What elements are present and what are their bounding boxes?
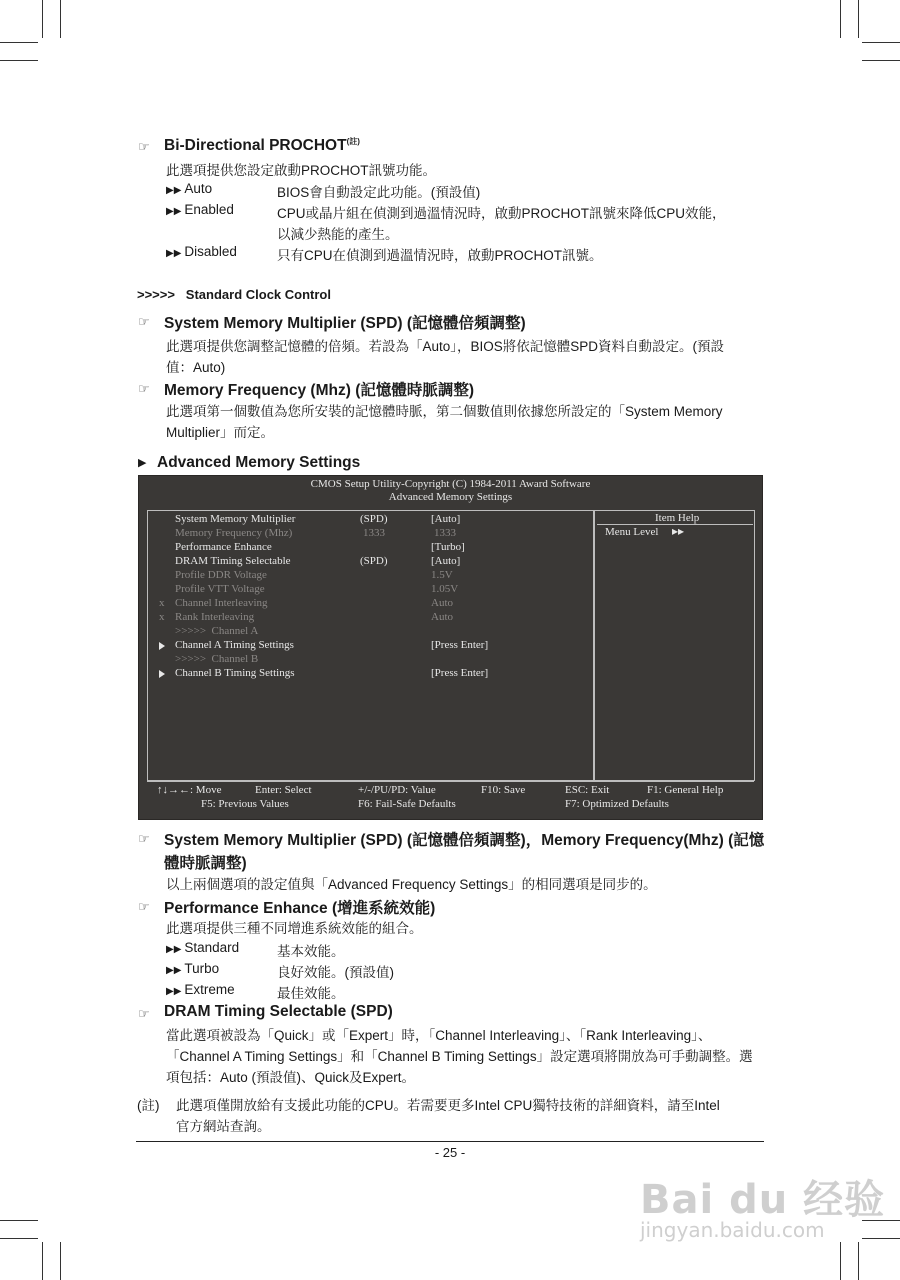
bios-row-mid: 1333 — [363, 527, 385, 539]
pointing-hand-icon: ☞ — [138, 1006, 150, 1021]
bios-row-label[interactable]: Channel B Timing Settings — [175, 667, 295, 679]
section-heading-continued: 體時脈調整) — [164, 855, 247, 872]
bios-row-value: 1.5V — [431, 569, 453, 581]
crop-mark — [840, 0, 841, 38]
bios-row-mid: (SPD) — [360, 555, 388, 567]
bios-row-value[interactable]: [Auto] — [431, 513, 461, 525]
disabled-marker: x — [159, 611, 165, 623]
option-value: BIOS會自動設定此功能。(預設值) — [277, 185, 481, 200]
baidu-watermark-url: jingyan.baidu.com — [640, 1218, 825, 1242]
crop-mark — [42, 1242, 43, 1280]
bios-row-label: Profile DDR Voltage — [175, 569, 267, 581]
footnote-text: 官方網站查詢。 — [176, 1119, 271, 1134]
section-heading: DRAM Timing Selectable (SPD) — [164, 1003, 393, 1020]
option-key: ▶▶ Auto — [166, 181, 213, 196]
crop-mark — [60, 0, 61, 38]
section-description: Multiplier」而定。 — [166, 425, 275, 440]
bios-row-label: Rank Interleaving — [175, 611, 255, 623]
footer-exit-hint: ESC: Exit — [565, 784, 610, 796]
section-heading: Memory Frequency (Mhz) (記憶體時脈調整) — [164, 382, 475, 399]
section-description: 項包括：Auto (預設值)、Quick及Expert。 — [166, 1070, 416, 1085]
note-mark: (註) — [346, 137, 360, 146]
pointing-hand-icon: ☞ — [138, 381, 150, 396]
section-heading: Advanced Memory Settings — [157, 454, 361, 471]
option-value: 良好效能。(預設值) — [277, 965, 394, 980]
triangle-right-icon: ▶ — [138, 457, 147, 469]
bios-row-label[interactable]: Channel A Timing Settings — [175, 639, 294, 651]
crop-mark — [60, 1242, 61, 1280]
option-key: ▶▶ Extreme — [166, 982, 235, 997]
footer-previous-values-hint: F5: Previous Values — [201, 798, 289, 810]
footer-failsafe-hint: F6: Fail-Safe Defaults — [358, 798, 456, 810]
bios-row-label[interactable]: Performance Enhance — [175, 541, 272, 553]
crop-mark — [42, 0, 43, 38]
bios-row-label: Channel Interleaving — [175, 597, 268, 609]
double-arrow-icon: ▶▶ — [166, 206, 182, 217]
option-key: ▶▶ Standard — [166, 940, 240, 955]
menu-level-arrows-icon: ▸▸ — [672, 524, 685, 538]
bios-group-label: >>>>> Channel B — [175, 653, 259, 665]
option-value: 基本效能。 — [277, 944, 345, 959]
page-number: - 25 - — [434, 1145, 466, 1160]
footnote-text: 此選項僅開放給有支援此功能的CPU。若需要更多Intel CPU獨特技術的詳細資料，請至Intel — [176, 1098, 720, 1113]
section-description: 此選項提供三種不同增進系統效能的組合。 — [166, 921, 423, 936]
pointing-hand-icon: ☞ — [138, 314, 150, 329]
crop-mark — [862, 1238, 900, 1239]
subsection-label: >>>>> Standard Clock Control — [137, 287, 331, 302]
section-description: 「Channel A Timing Settings」和「Channel B Timing Settings」設定選項將開放為可手動調整。選 — [166, 1049, 753, 1064]
footer-help-hint: F1: General Help — [647, 784, 724, 796]
page-bottom-rule — [136, 1141, 764, 1142]
bios-row-label: Profile VTT Voltage — [175, 583, 265, 595]
double-arrow-icon: ▶▶ — [166, 965, 182, 976]
bios-row-value[interactable]: [Press Enter] — [431, 667, 489, 679]
disabled-marker: x — [159, 597, 165, 609]
menu-level-label: Menu Level — [605, 526, 659, 538]
crop-mark — [0, 1220, 38, 1221]
crop-mark — [858, 1242, 859, 1280]
section-description: 此選項提供您設定啟動PROCHOT訊號功能。 — [166, 163, 436, 178]
bios-screen — [138, 475, 763, 820]
bios-help-panel — [593, 510, 755, 781]
option-key: ▶▶ Enabled — [166, 202, 234, 217]
option-value-continued: 以減少熱能的產生。 — [277, 227, 399, 242]
double-arrow-icon: ▶▶ — [166, 185, 182, 196]
baidu-watermark-logo: Bai du 经验 — [640, 1177, 886, 1223]
option-key: ▶▶ Turbo — [166, 961, 220, 976]
footer-optimized-hint: F7: Optimized Defaults — [565, 798, 669, 810]
submenu-triangle-icon — [159, 670, 165, 678]
submenu-triangle-icon — [159, 642, 165, 650]
crop-mark — [0, 1238, 38, 1239]
double-arrow-icon: ▶▶ — [166, 986, 182, 997]
bios-row-label[interactable]: System Memory Multiplier — [175, 513, 296, 525]
section-description: 以上兩個選項的設定值與「Advanced Frequency Settings」的相同選項是同步的。 — [166, 877, 657, 892]
section-heading: System Memory Multiplier (SPD) (記憶體倍頻調整)，Memory Frequency(Mhz) (記憶 — [164, 832, 765, 849]
bios-row-value: Auto — [431, 611, 453, 623]
section-description: 此選項提供您調整記憶體的倍頻。若設為「Auto」，BIOS將依記憶體SPD資料自動設定。(預設 — [166, 339, 725, 354]
bios-row-value[interactable]: [Auto] — [431, 555, 461, 567]
bios-group-label: >>>>> Channel A — [175, 625, 259, 637]
footnote-mark: (註) — [137, 1098, 160, 1113]
crop-mark — [0, 42, 38, 43]
footer-divider — [147, 781, 754, 782]
option-value: CPU或晶片組在偵測到過溫情況時，啟動PROCHOT訊號來降低CPU效能， — [277, 206, 726, 221]
crop-mark — [840, 1242, 841, 1280]
double-arrow-icon: ▶▶ — [166, 248, 182, 259]
double-arrow-icon: ▶▶ — [166, 944, 182, 955]
crop-mark — [858, 0, 859, 38]
crop-mark — [862, 60, 900, 61]
option-value: 只有CPU在偵測到過溫情況時，啟動PROCHOT訊號。 — [277, 248, 603, 263]
footer-save-hint: F10: Save — [481, 784, 526, 796]
section-heading: Performance Enhance (增進系統效能) — [164, 900, 436, 917]
pointing-hand-icon: ☞ — [138, 831, 150, 846]
section-heading: Bi-Directional $PROCHOT^{(註)}$ — [164, 137, 360, 155]
bios-subtitle: Advanced Memory Settings — [388, 491, 513, 503]
section-heading: System Memory Multiplier (SPD) (記憶體倍頻調整) — [164, 315, 526, 332]
footer-move-hint: ↑↓→←: Move — [157, 784, 222, 796]
section-description: 值：Auto) — [166, 360, 226, 375]
crop-mark — [0, 60, 38, 61]
bios-row-value: Auto — [431, 597, 453, 609]
section-description: 當此選項被設為「Quick」或「Expert」時，「Channel Interleaving」、「Rank Interleaving」、 — [166, 1028, 712, 1043]
bios-row-value: 1.05V — [431, 583, 459, 595]
bios-row-value[interactable]: [Turbo] — [431, 541, 465, 553]
option-value: 最佳效能。 — [277, 986, 345, 1001]
bios-row-value[interactable]: [Press Enter] — [431, 639, 489, 651]
footer-select-hint: Enter: Select — [255, 784, 312, 796]
pointing-hand-icon: ☞ — [138, 899, 150, 914]
crop-mark — [862, 42, 900, 43]
footer-value-hint: +/-/PU/PD: Value — [358, 784, 436, 796]
bios-row-value: 1333 — [434, 527, 456, 539]
pointing-hand-icon: ☞ — [138, 139, 150, 154]
section-description: 此選項第一個數值為您所安裝的記憶體時脈，第二個數值則依據您所設定的「System Memory — [166, 404, 723, 419]
bios-row-mid: (SPD) — [360, 513, 388, 525]
bios-row-label[interactable]: DRAM Timing Selectable — [175, 555, 291, 567]
bios-title: CMOS Setup Utility-Copyright (C) 1984-2011 Award Software — [310, 478, 591, 490]
bios-row-label: Memory Frequency (Mhz) — [175, 527, 293, 539]
option-key: ▶▶ Disabled — [166, 244, 237, 259]
item-help-label: Item Help — [655, 512, 700, 524]
